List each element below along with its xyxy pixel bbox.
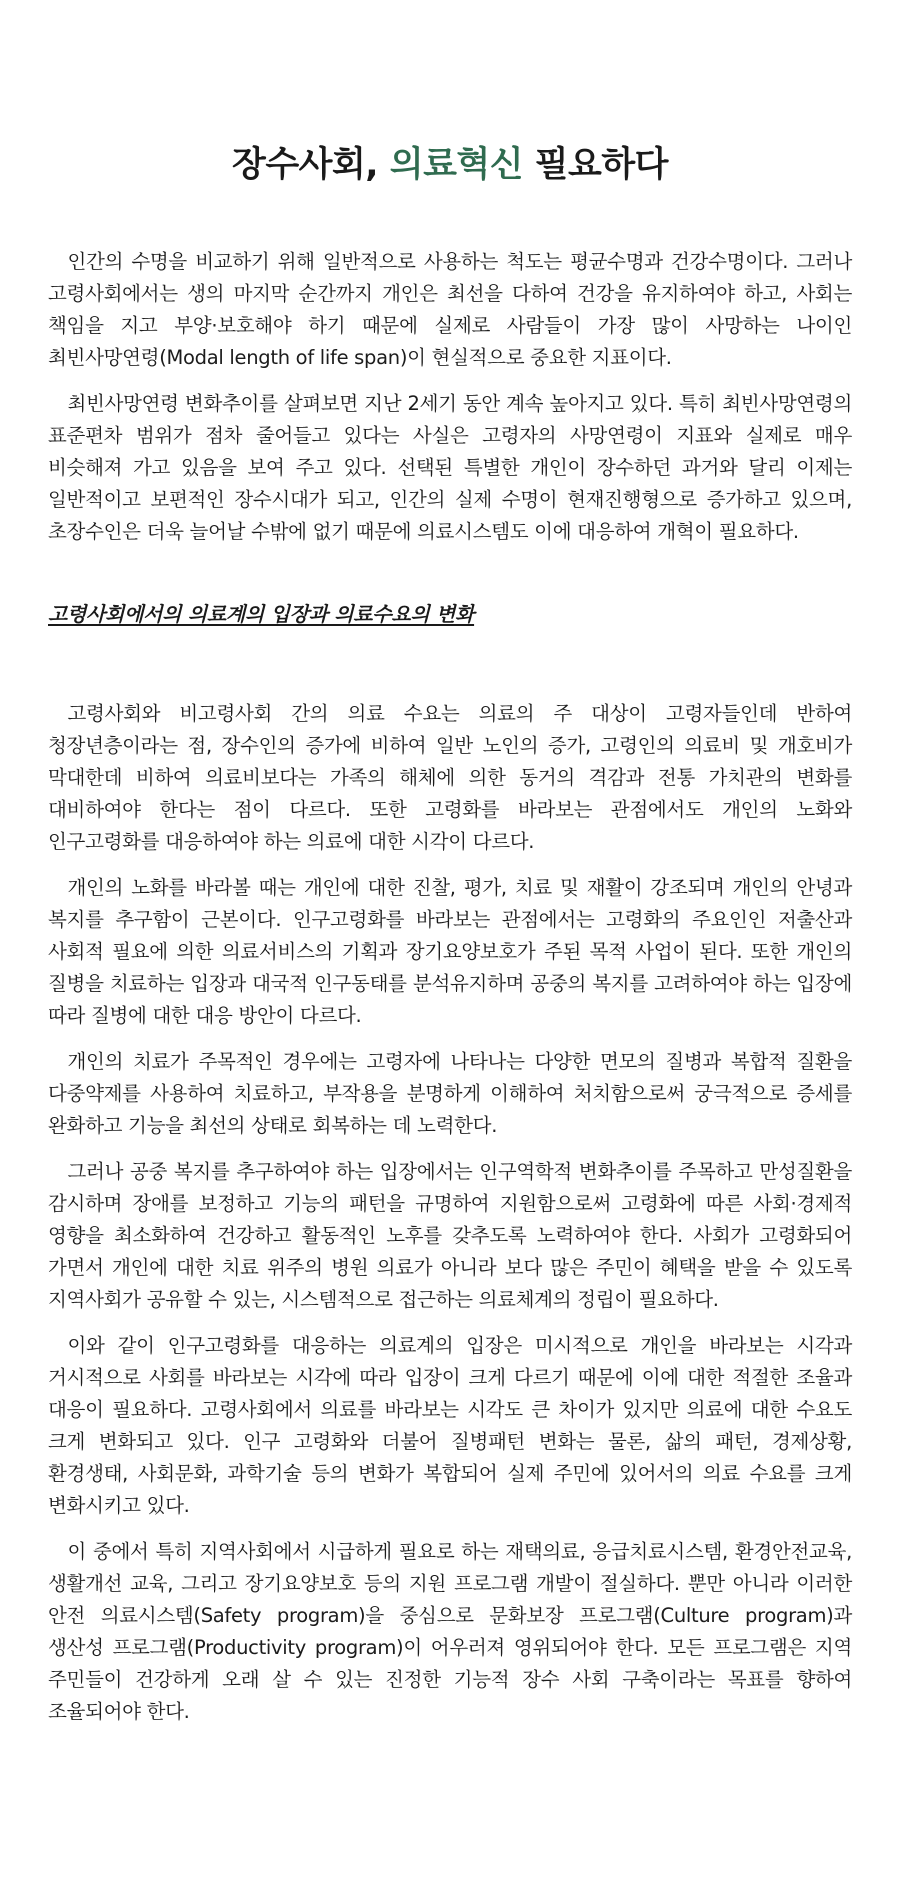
body-section xyxy=(48,698,852,1728)
title-prefix: 장수사회, xyxy=(232,145,390,185)
body-paragraph-2: 개인의 노화를 바라볼 때는 개인에 대한 진찰, 평가, 치료 및 재활이 강조되며 개인의 안녕과 복지를 추구함이 근본이다. 인구고령화를 바라보는 관점에서는 고령화의 주요인인 저출산과 사회적 필요에 의한 의료서비스의 기획과 장기요양보호가 주된 목적 사업이 된다. 또한 개인의 질병을 치료하는 입장과 대국적 인구동태를 분석유지하며 공중의 복지를 고려하여야 하는 입장에 따라 질병에 대한 대응 방안이 다르다. xyxy=(48,876,852,1027)
body-paragraph-3: 개인의 치료가 주목적인 경우에는 고령자에 나타나는 다양한 면모의 질병과 복합적 질환을 다중약제를 사용하여 치료하고, 부작용을 분명하게 이해하여 처치함으로써 궁극적으로 증세를 완화하고 기능을 최선의 상태로 회복하는 데 노력한다. xyxy=(48,1050,852,1137)
body-paragraph-6: 이 중에서 특히 지역사회에서 시급하게 필요로 하는 재택의료, 응급치료시스템, 환경안전교육, 생활개선 교육, 그리고 장기요양보호 등의 지원 프로그램 개발이 절실하다. 뿐만 아니라 이러한 안전 의료시스템(Safety program)을 중심으로 문화보장 프로그램(Culture program)과 생산성 프로그램(Productivity program)이 어우러져 영위되어야 한다. 모든 프로그램은 지역 주민들이 건강하게 오래 살 수 있는 진정한 기능적 장수 사회 구축이라는 목표를 향하여 조율되어야 한다. xyxy=(48,1540,853,1723)
intro-paragraph-2: 최빈사망연령 변화추이를 살펴보면 지난 2세기 동안 계속 높아지고 있다. 특히 최빈사망연령의 표준편차 범위가 점차 줄어들고 있다는 사실은 고령자의 사망연령이 지표와 실제로 매우 비슷해져 가고 있음을 보여 주고 있다. 선택된 특별한 개인이 장수하던 과거와 달리 이제는 일반적이고 보편적인 장수시대가 되고, 인간의 실제 수명이 현재진행형으로 증가하고 있으며, 초장수인은 더욱 늘어날 수밖에 없기 때문에 의료시스템도 이에 대응하여 개혁이 필요하다. xyxy=(48,392,852,543)
page-title xyxy=(48,0,852,188)
title-suffix: 필요하다 xyxy=(523,145,668,185)
intro-paragraph-1: 인간의 수명을 비교하기 위해 일반적으로 사용하는 척도는 평균수명과 건강수명이다. 그러나 고령사회에서는 생의 마지막 순간까지 개인은 최선을 다하여 건강을 유지하여야 하고, 사회는 책임을 지고 부양·보호해야 하기 때문에 실제로 사람들이 가장 많이 사망하는 나이인 최빈사망연령(Modal length of life span)이 현실적으로 중요한 지표이다. xyxy=(48,250,852,369)
body-paragraph-5: 이와 같이 인구고령화를 대응하는 의료계의 입장은 미시적으로 개인을 바라보는 시각과 거시적으로 사회를 바라보는 시각에 따라 입장이 크게 다르기 때문에 이에 대한 적절한 조율과 대응이 필요하다. 고령사회에서 의료를 바라보는 시각도 큰 차이가 있지만 의료에 대한 수요도 크게 변화되고 있다. 인구 고령화와 더불어 질병패턴 변화는 물론, 삶의 패턴, 경제상황, 환경생태, 사회문화, 과학기술 등의 변화가 복합되어 실제 주민에 있어서의 의료 수요를 크게 변화시키고 있다. xyxy=(48,1334,852,1517)
body-paragraph-4: 그러나 공중 복지를 추구하여야 하는 입장에서는 인구역학적 변화추이를 주목하고 만성질환을 감시하며 장애를 보정하고 기능의 패턴을 규명하여 지원함으로써 고령화에 따른 사회·경제적 영향을 최소화하여 건강하고 활동적인 노후를 갖추도록 노력하여야 한다. 사회가 고령화되어 가면서 개인에 대한 치료 위주의 병원 의료가 아니라 보다 많은 주민이 혜택을 받을 수 있도록 지역사회가 공유할 수 있는, 시스템적으로 접근하는 의료체계의 정립이 필요하다. xyxy=(48,1160,852,1311)
intro-section xyxy=(48,246,852,548)
section-heading: 고령사회에서의 의료계의 입장과 의료수요의 변화 xyxy=(48,602,475,626)
title-accent: 의료혁신 xyxy=(389,145,524,185)
body-paragraph-1: 고령사회와 비고령사회 간의 의료 수요는 의료의 주 대상이 고령자들인데 반하여 청장년층이라는 점, 장수인의 증가에 비하여 일반 노인의 증가, 고령인의 의료비 및 개호비가 막대한데 비하여 의료비보다는 가족의 해체에 의한 동거의 격감과 전통 가치관의 변화를 대비하여야 한다는 점이 다르다. 또한 고령화를 바라보는 관점에서도 개인의 노화와 인구고령화를 대응하여야 하는 의료에 대한 시각이 다르다. xyxy=(48,702,852,853)
